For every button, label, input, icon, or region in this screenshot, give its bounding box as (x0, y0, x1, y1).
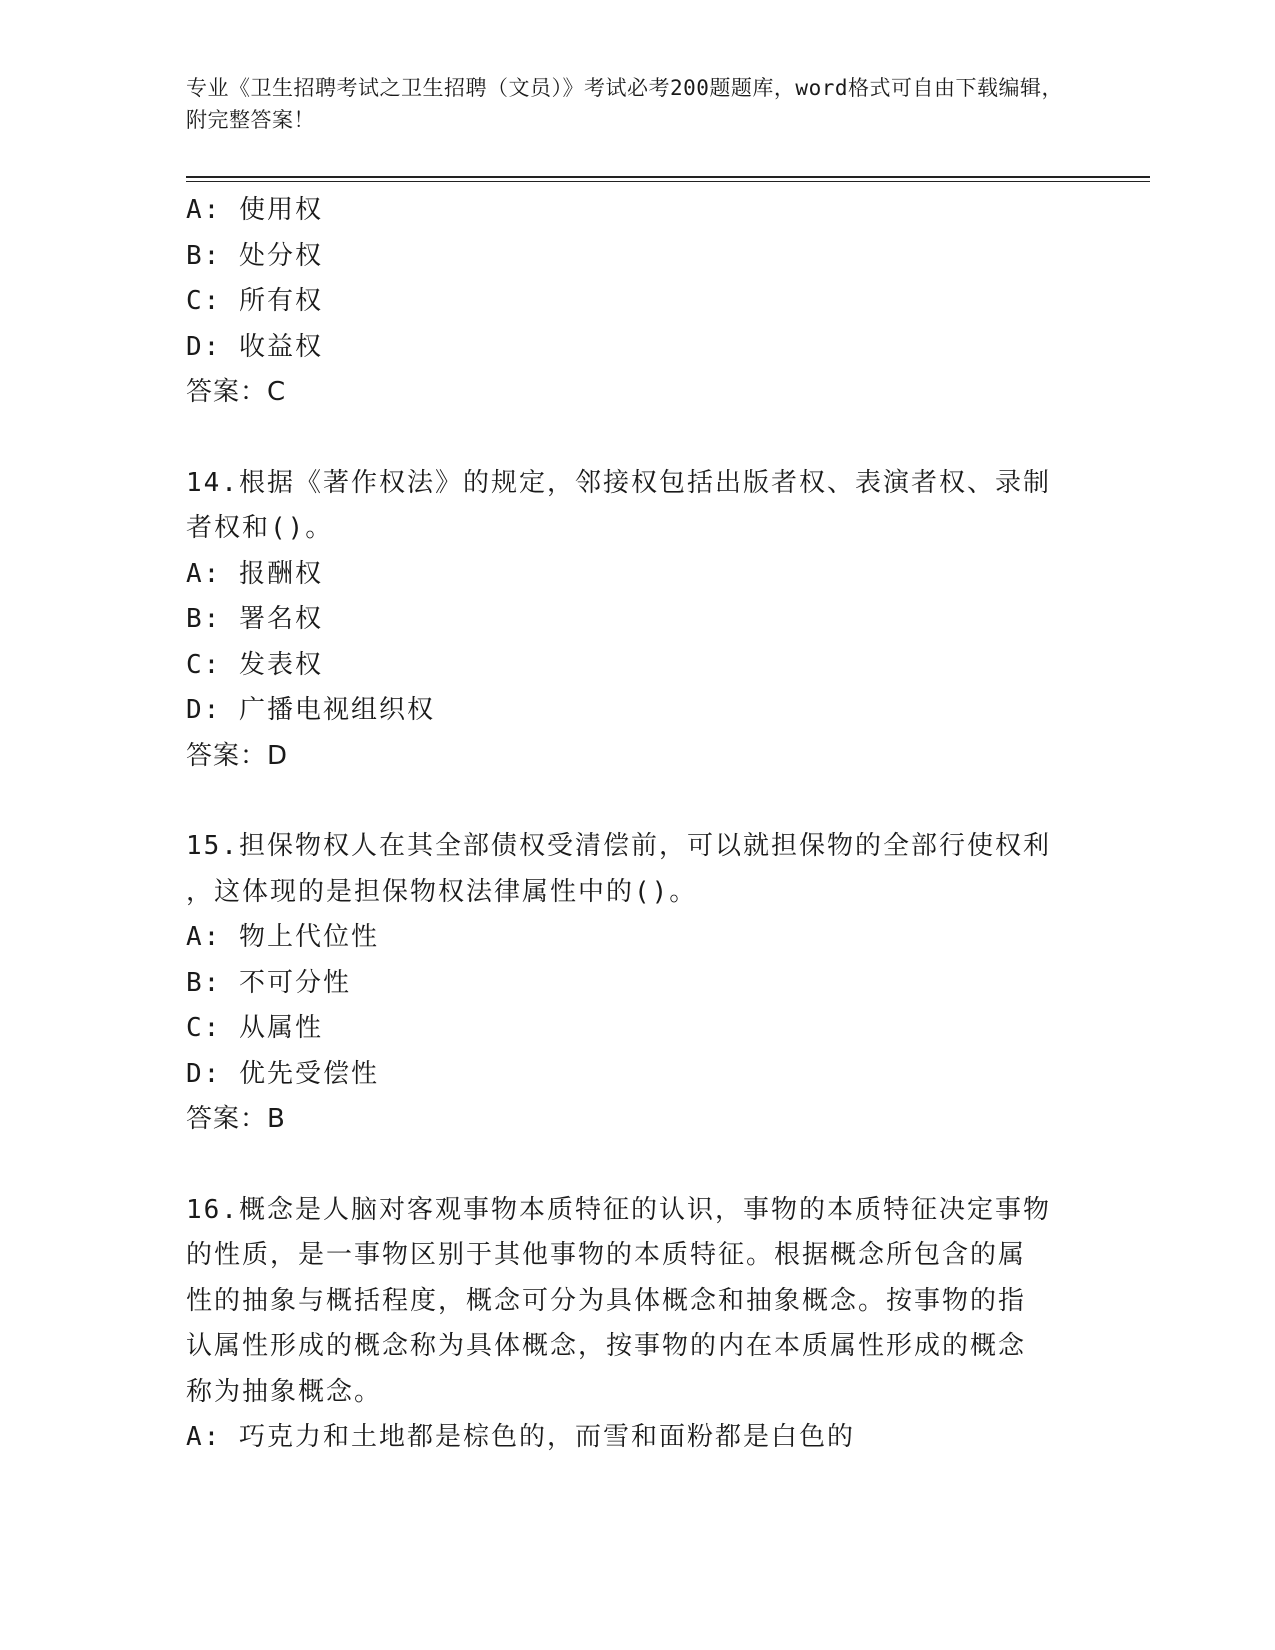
question-stem-line: 称为抽象概念。 (186, 1376, 383, 1407)
question-stem-line: 认属性形成的概念称为具体概念，按事物的内在本质属性形成的概念 (186, 1331, 1027, 1361)
header-rule-thick (186, 176, 1150, 178)
option-a: A: 物上代位性 (186, 922, 379, 952)
option-c: C: 从属性 (186, 1013, 323, 1043)
answer-line: 答案：B (186, 1104, 286, 1134)
question-list (186, 188, 1086, 1461)
spacer (186, 1143, 1086, 1188)
spacer (186, 416, 1086, 461)
option-b: B: 不可分性 (186, 967, 351, 998)
option-a: A: 报酬权 (186, 558, 323, 589)
option-d: D: 优先受偿性 (186, 1058, 379, 1089)
option-a: A: 使用权 (186, 195, 323, 225)
question-stem-line: 者权和()。 (186, 513, 334, 543)
option-d: D: 广播电视组织权 (186, 695, 435, 725)
question-16 (186, 1188, 1086, 1461)
answer-line: 答案：C (186, 377, 287, 407)
question-14 (186, 461, 1086, 780)
question-stem-line: ，这体现的是担保物权法律属性中的()。 (186, 876, 698, 907)
question-stem-line: 性的抽象与概括程度，概念可分为具体概念和抽象概念。按事物的指 (186, 1285, 1027, 1316)
question-stem-line: 的性质，是一事物区别于其他事物的本质特征。根据概念所包含的属 (186, 1240, 1027, 1270)
option-b: B: 署名权 (186, 604, 323, 634)
header-rule-thin (186, 181, 1150, 182)
spacer (186, 779, 1086, 824)
option-d: D: 收益权 (186, 331, 323, 362)
question-13 (186, 188, 1086, 416)
option-c: C: 所有权 (186, 286, 323, 316)
document-header: 专业《卫生招聘考试之卫生招聘（文员）》考试必考200题题库，word格式可自由下载编辑，附完整答案！ (186, 76, 1063, 132)
option-b: B: 处分权 (186, 240, 323, 271)
answer-line: 答案：D (186, 740, 289, 771)
option-a: A: 巧克力和土地都是棕色的，而雪和面粉都是白色的 (186, 1422, 855, 1452)
question-15 (186, 824, 1086, 1143)
option-c: C: 发表权 (186, 649, 323, 680)
question-stem-line: 16.概念是人脑对客观事物本质特征的认识，事物的本质特征决定事物 (186, 1194, 1051, 1225)
question-stem-line: 14.根据《著作权法》的规定，邻接权包括出版者权、表演者权、录制 (186, 467, 1051, 498)
question-stem-line: 15.担保物权人在其全部债权受清偿前，可以就担保物的全部行使权利 (186, 831, 1051, 861)
